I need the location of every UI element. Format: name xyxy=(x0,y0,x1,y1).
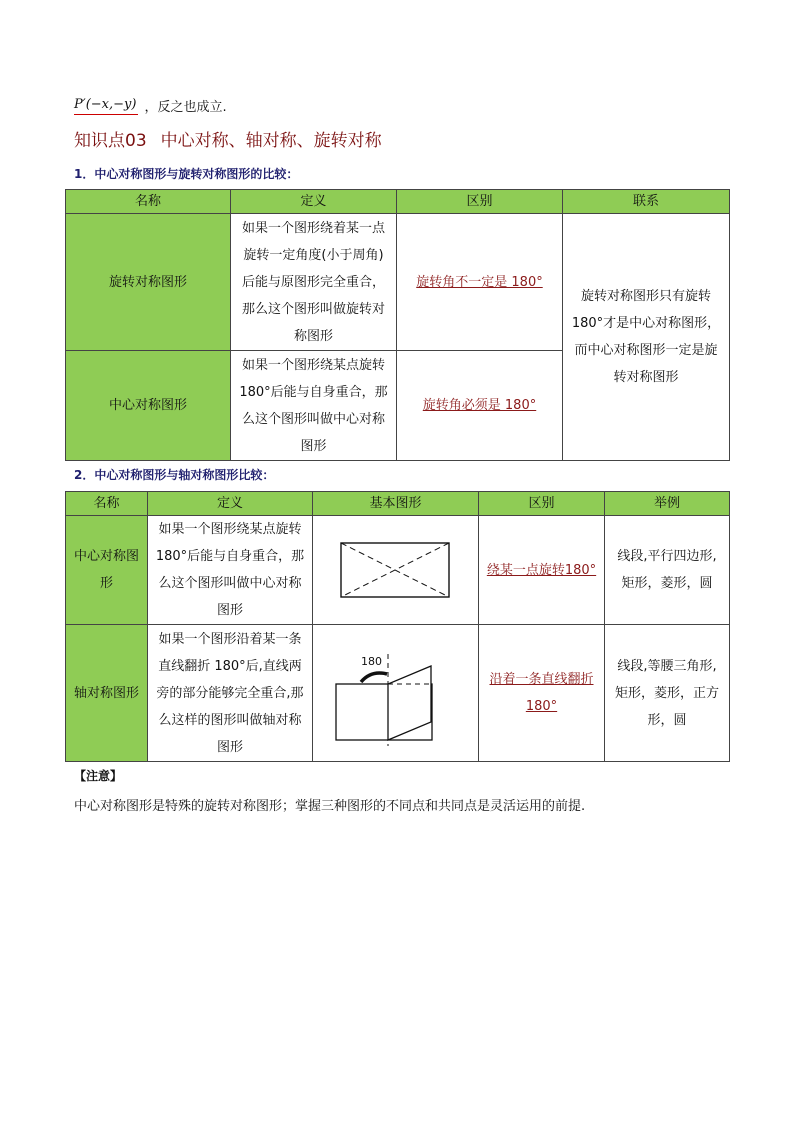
row-definition: 如果一个图形沿着某一条直线翻折 180°后,直线两旁的部分能够完全重合,那么这样的图形叫做轴对称图形 xyxy=(148,625,313,762)
table-row xyxy=(66,625,730,762)
row-difference xyxy=(479,516,605,625)
table1-header: 定义 xyxy=(231,190,397,214)
table1-header: 名称 xyxy=(66,190,231,214)
fold-figure xyxy=(331,636,461,751)
subheading-2: 2．中心对称图形与轴对称图形比较： xyxy=(74,468,275,482)
row-difference xyxy=(397,214,563,351)
difference-text: 旋转角不一定是 180° xyxy=(416,274,543,290)
subheading-1: 1．中心对称图形与旋转对称图形的比较： xyxy=(74,167,299,181)
figure-cell xyxy=(313,625,479,762)
row-name: 旋转对称图形 xyxy=(66,214,231,351)
comparison-table-2 xyxy=(65,491,730,762)
row-name: 轴对称图形 xyxy=(66,625,148,762)
section-name: 中心对称、轴对称、旋转对称 xyxy=(160,131,382,151)
difference-text: 绕某一点旋转180° xyxy=(486,562,597,578)
table2-header: 区别 xyxy=(479,492,605,516)
row-name: 中心对称图形 xyxy=(66,516,148,625)
row-difference xyxy=(479,625,605,762)
table1-header-row xyxy=(66,190,730,214)
relation-cell: 旋转对称图形只有旋转180°才是中心对称图形，而中心对称图形一定是旋转对称图形 xyxy=(563,214,730,461)
table2-header: 举例 xyxy=(605,492,730,516)
table2-header: 基本图形 xyxy=(313,492,479,516)
table1-header: 联系 xyxy=(563,190,730,214)
note-body: 中心对称图形是特殊的旋转对称图形；掌握三种图形的不同点和共同点是灵活运用的前提. xyxy=(74,799,586,814)
row-difference xyxy=(397,351,563,461)
fold-arc xyxy=(361,673,387,682)
formula: P′(−x,−y) xyxy=(74,97,138,115)
formula-line xyxy=(74,96,227,115)
table2-header-row xyxy=(66,492,730,516)
table2-header: 名称 xyxy=(66,492,148,516)
section-title xyxy=(74,126,382,151)
fold-angle-label: 180 xyxy=(360,654,382,668)
row-example: 线段,平行四边形,矩形，菱形，圆 xyxy=(605,516,730,625)
formula-tail: ，反之也成立. xyxy=(144,100,227,115)
row-example: 线段,等腰三角形,矩形，菱形，正方形，圆 xyxy=(605,625,730,762)
difference-text: 旋转角必须是 180° xyxy=(422,398,537,413)
table2-header: 定义 xyxy=(148,492,313,516)
table1-header: 区别 xyxy=(397,190,563,214)
difference-text: 沿着一条直线翻折 180° xyxy=(489,672,594,714)
figure-cell xyxy=(313,516,479,625)
row-name: 中心对称图形 xyxy=(66,351,231,461)
table-row xyxy=(66,214,730,351)
comparison-table-1 xyxy=(65,189,730,461)
row-definition: 如果一个图形绕某点旋转 180°后能与自身重合，那么这个图形叫做中心对称图形 xyxy=(148,516,313,625)
row-definition: 如果一个图形绕着某一点旋转一定角度(小于周角)后能与原图形完全重合，那么这个图形叫做旋转对称图形 xyxy=(231,214,397,351)
rectangle-diagonals-figure xyxy=(336,535,456,605)
flipped-half xyxy=(388,666,431,740)
section-code: 知识点03 xyxy=(74,131,147,151)
table-row xyxy=(66,516,730,625)
note-heading: 【注意】 xyxy=(74,769,123,783)
row-definition: 如果一个图形绕某点旋转 180°后能与自身重合，那么这个图形叫做中心对称图形 xyxy=(231,351,397,461)
